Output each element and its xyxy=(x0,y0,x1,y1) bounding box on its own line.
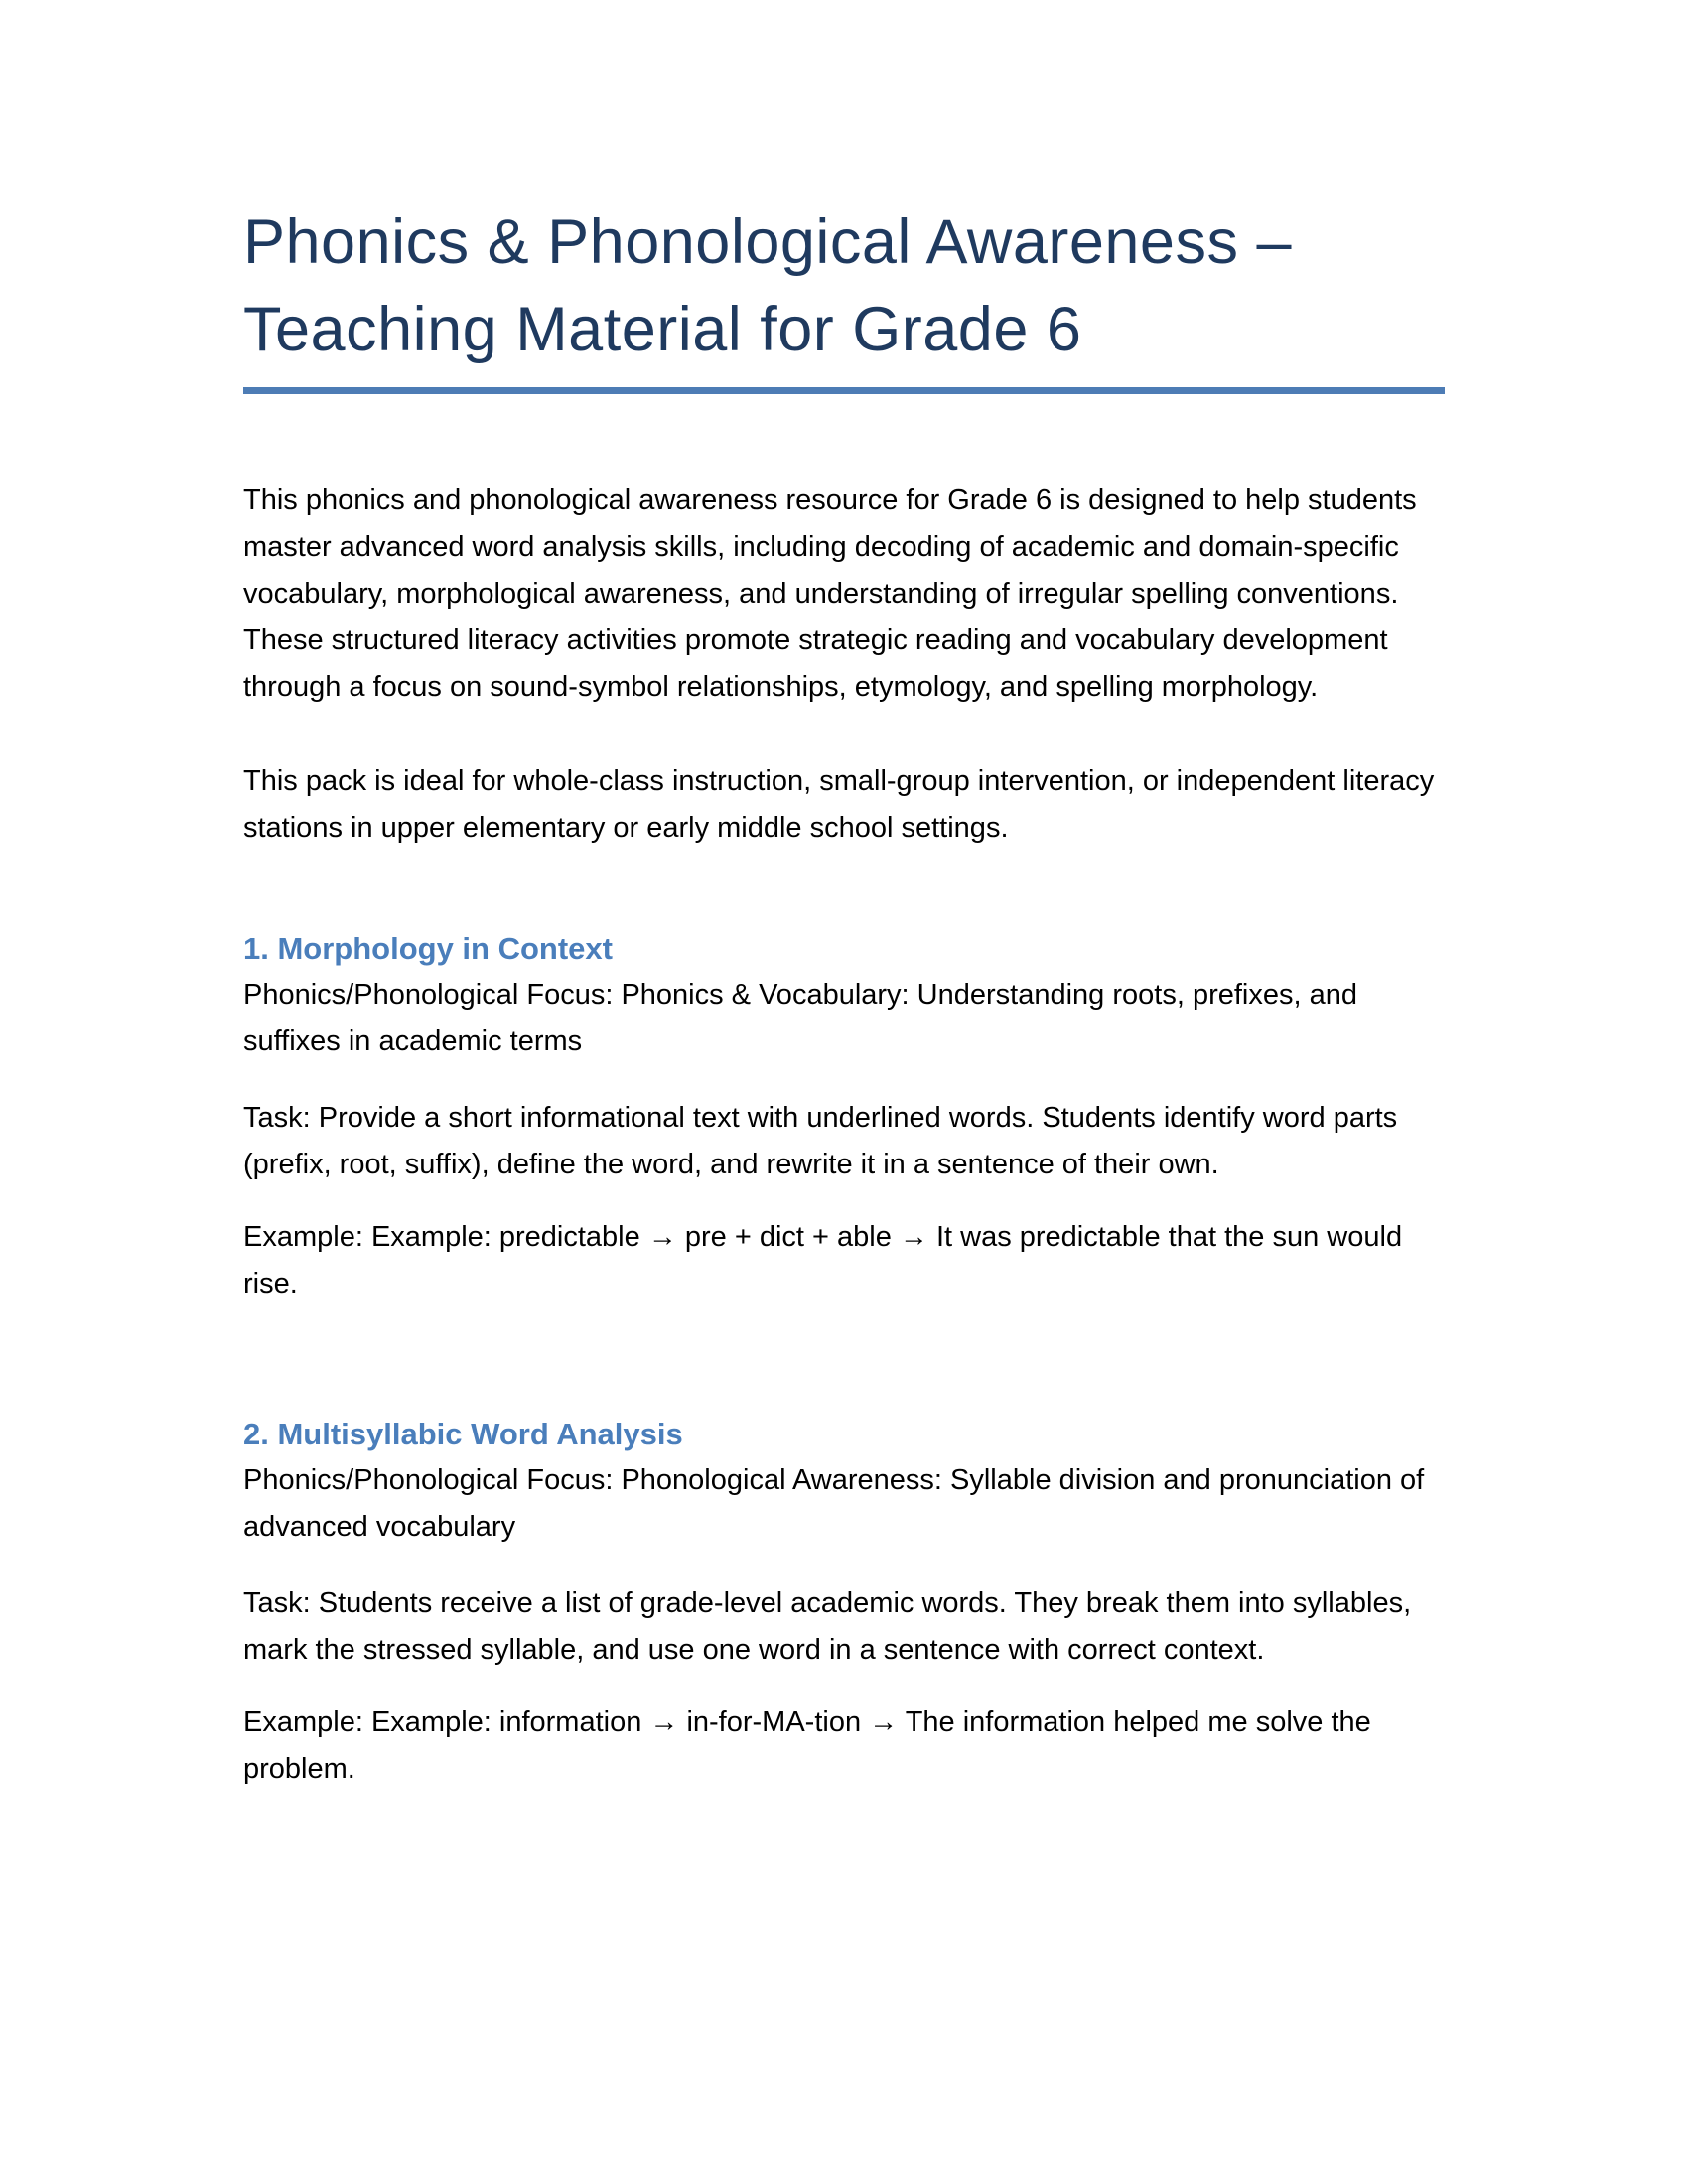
intro-paragraph-2: This pack is ideal for whole-class instruction, small-group intervention, or independent literacy stations in upper elementary or early middle school settings. xyxy=(243,765,1435,844)
section-1-task-text: Task: Provide a short informational text with underlined words. Students identify word parts (prefix, root, suffix), define the word, and rewrite it in a sentence of their own. xyxy=(243,1102,1398,1180)
section-1-heading: 1. Morphology in Context xyxy=(243,931,613,966)
section-2-focus-text: Phonics/Phonological Focus: Phonological Awareness: Syllable division and pronunciation of advanced vocabulary xyxy=(243,1464,1425,1543)
section-1-focus-text: Phonics/Phonological Focus: Phonics & Vocabulary: Understanding roots, prefixes, and suffixes in academic terms xyxy=(243,979,1357,1057)
section-2-task-text: Task: Students receive a list of grade-level academic words. They break them into syllables, mark the stressed syllable, and use one word in a sentence with correct context. xyxy=(243,1587,1412,1666)
title-line-1: Phonics & Phonological Awareness – xyxy=(243,207,1293,277)
document-title xyxy=(243,199,1445,394)
section-2-example-text: Example: Example: information → in-for-MA-tion → The information helped me solve the problem. xyxy=(243,1706,1371,1785)
section-morphology-in-context xyxy=(243,925,1445,1307)
section-multisyllabic-word-analysis xyxy=(243,1411,1445,1793)
section-1-example-text: Example: Example: predictable → pre + dict + able → It was predictable that the sun would rise. xyxy=(243,1221,1403,1299)
intro-paragraph-1: This phonics and phonological awareness resource for Grade 6 is designed to help students master advanced word analysis skills, including decoding of academic and domain-specific vocabulary, morphological awareness, and understanding of irregular spelling conventions. These structured literacy activities promote strategic reading and vocabulary development through a focus on sound-symbol relationships, etymology, and spelling morphology. xyxy=(243,484,1417,703)
section-2-heading: 2. Multisyllabic Word Analysis xyxy=(243,1417,683,1451)
title-line-2: Teaching Material for Grade 6 xyxy=(243,295,1082,364)
